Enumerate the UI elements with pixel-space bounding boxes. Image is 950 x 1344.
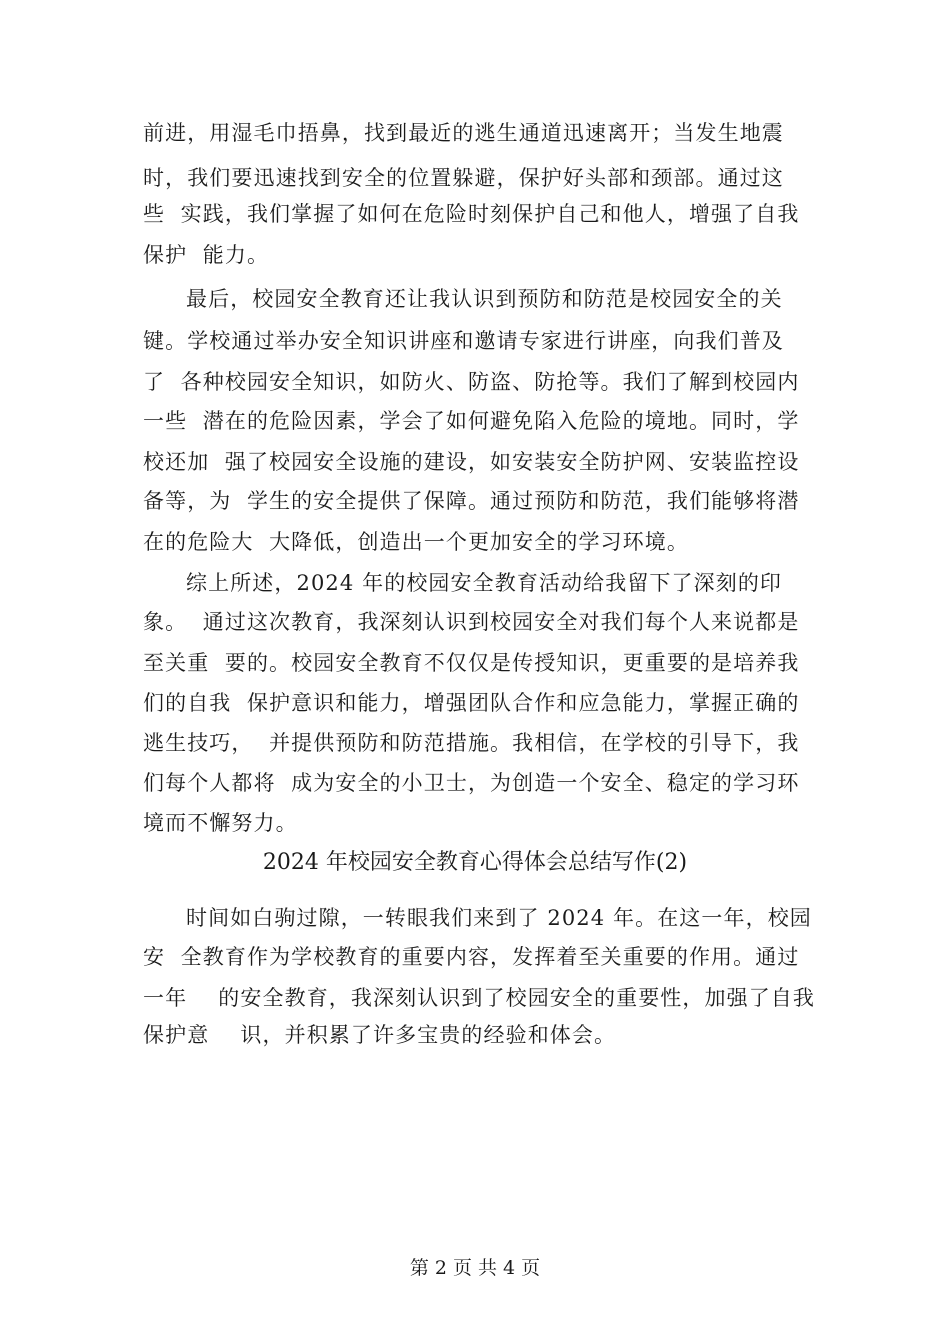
text-line: 前进，用湿毛巾捂鼻，找到最近的逃生通道迅速离开；当发生地震 [143,121,784,145]
text-line: 些 实践，我们掌握了如何在危险时刻保护自己和他人，增强了自我 [143,202,800,226]
text-line: 一年 的安全教育，我深刻认识到了校园安全的重要性，加强了自我 [143,986,815,1010]
text-line: 最后，校园安全教育还让我认识到预防和防范是校园安全的关 [186,287,783,311]
text-line: 校还加 强了校园安全设施的建设，如安装安全防护网、安装监控设 [143,450,800,474]
text-line: 保护意 识，并积累了许多宝贵的经验和体会。 [143,1023,617,1047]
text-line: 安 全教育作为学校教育的重要内容，发挥着至关重要的作用。通过 [143,945,800,969]
text-line: 逃生技巧， 并提供预防和防范措施。我相信，在学校的引导下，我 [143,731,800,755]
section-heading: 2024 年校园安全教育心得体会总结写作(2) [262,850,688,875]
text-line: 综上所述，2024 年的校园安全教育活动给我留下了深刻的印 [186,571,783,595]
text-line: 们的自我 保护意识和能力，增强团队合作和应急能力，掌握正确的 [143,691,800,715]
text-line: 象。 通过这次教育，我深刻认识到校园安全对我们每个人来说都是 [143,610,800,634]
text-line: 至关重 要的。校园安全教育不仅仅是传授知识，更重要的是培养我 [143,651,800,675]
text-line: 保护 能力。 [143,243,270,267]
page-number: 第 2 页 共 4 页 [409,1257,541,1279]
text-line: 境而不懈努力。 [143,811,298,835]
text-line: 时，我们要迅速找到安全的位置躲避，保护好头部和颈部。通过这 [143,166,784,190]
text-line: 时间如白驹过隙，一转眼我们来到了 2024 年。在这一年，校园 [186,906,812,930]
text-line: 在的危险大 大降低，创造出一个更加安全的学习环境。 [143,530,689,554]
text-line: 们每个人都将 成为安全的小卫士，为创造一个安全、稳定的学习环 [143,771,800,795]
text-line: 键。学校通过举办安全知识讲座和邀请专家进行讲座，向我们普及 [143,329,784,353]
text-line: 一些 潜在的危险因素，学会了如何避免陷入危险的境地。同时，学 [143,409,800,433]
text-line: 了 各种校园安全知识，如防火、防盗、防抢等。我们了解到校园内 [143,370,800,394]
text-line: 备等，为 学生的安全提供了保障。通过预防和防范，我们能够将潜 [143,489,800,513]
